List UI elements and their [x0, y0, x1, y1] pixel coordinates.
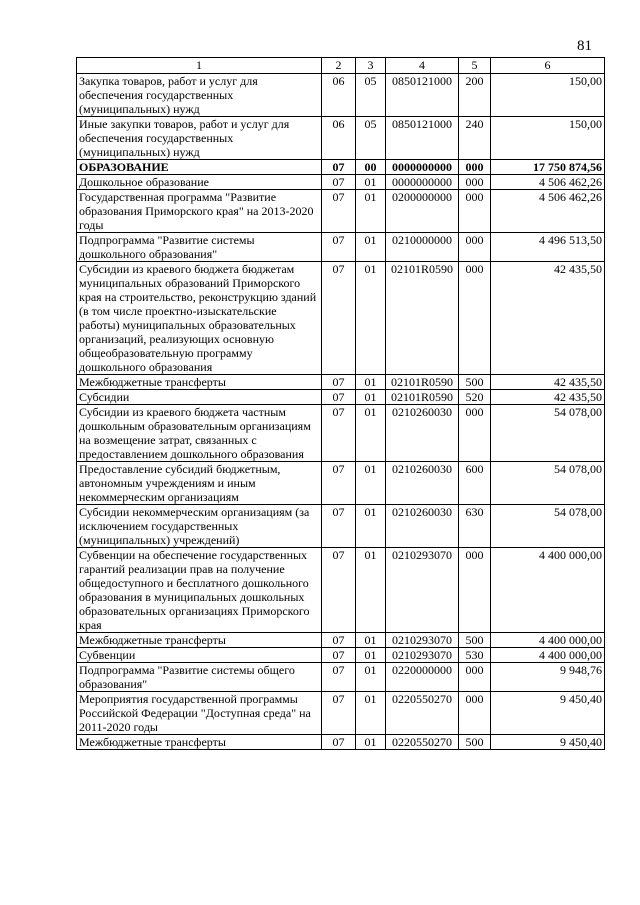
row-amount: 54 078,00 — [491, 462, 605, 505]
row-expense-type: 000 — [459, 233, 491, 262]
header-col-5: 5 — [459, 58, 491, 74]
row-section: 07 — [322, 405, 356, 462]
table-header-row — [77, 58, 605, 74]
table-row — [77, 633, 605, 648]
row-name: Субвенции — [77, 648, 322, 663]
row-amount: 150,00 — [491, 74, 605, 117]
row-amount: 9 450,40 — [491, 692, 605, 735]
row-section: 07 — [322, 663, 356, 692]
row-expense-type: 600 — [459, 462, 491, 505]
table-row — [77, 175, 605, 190]
row-expense-type: 000 — [459, 262, 491, 375]
row-name: Субсидии из краевого бюджета бюджетам муниципальных образований Приморского края на строительство, реконструкцию зданий (в том числе проектно-изыскательские работы) муниципальных образовательных организаций, реализующих основную общеобразовательную программу дошкольного образования — [77, 262, 322, 375]
row-name: Предоставление субсидий бюджетным, автономным учреждениям и иным некоммерческим организациям — [77, 462, 322, 505]
row-amount: 4 400 000,00 — [491, 633, 605, 648]
row-name: Дошкольное образование — [77, 175, 322, 190]
row-section: 06 — [322, 117, 356, 160]
row-name: Подпрограмма "Развитие системы дошкольного образования" — [77, 233, 322, 262]
row-section: 07 — [322, 735, 356, 750]
row-subsection: 01 — [356, 633, 386, 648]
table-row — [77, 233, 605, 262]
row-subsection: 01 — [356, 390, 386, 405]
row-target-code: 02101R0590 — [386, 390, 459, 405]
row-name: Государственная программа "Развитие образования Приморского края" на 2013-2020 годы — [77, 190, 322, 233]
row-amount: 54 078,00 — [491, 505, 605, 548]
row-target-code: 0220000000 — [386, 663, 459, 692]
row-section: 07 — [322, 262, 356, 375]
row-subsection: 05 — [356, 74, 386, 117]
row-target-code: 0200000000 — [386, 190, 459, 233]
row-expense-type: 500 — [459, 735, 491, 750]
row-target-code: 0210260030 — [386, 505, 459, 548]
row-expense-type: 000 — [459, 405, 491, 462]
table-row — [77, 405, 605, 462]
row-target-code: 0220550270 — [386, 692, 459, 735]
table-row — [77, 648, 605, 663]
row-subsection: 01 — [356, 548, 386, 633]
row-amount: 150,00 — [491, 117, 605, 160]
row-section: 07 — [322, 233, 356, 262]
row-subsection: 01 — [356, 462, 386, 505]
header-col-4: 4 — [386, 58, 459, 74]
row-subsection: 01 — [356, 735, 386, 750]
row-expense-type: 000 — [459, 663, 491, 692]
row-name: Иные закупки товаров, работ и услуг для обеспечения государственных (муниципальных) нужд — [77, 117, 322, 160]
row-expense-type: 000 — [459, 175, 491, 190]
table-row — [77, 190, 605, 233]
row-name: Межбюджетные трансферты — [77, 735, 322, 750]
row-subsection: 00 — [356, 160, 386, 175]
row-target-code: 0000000000 — [386, 160, 459, 175]
row-target-code: 0210000000 — [386, 233, 459, 262]
table-row-section-total — [77, 160, 605, 175]
row-amount: 4 506 462,26 — [491, 190, 605, 233]
row-name: Субсидии — [77, 390, 322, 405]
row-name: Закупка товаров, работ и услуг для обеспечения государственных (муниципальных) нужд — [77, 74, 322, 117]
row-target-code: 02101R0590 — [386, 262, 459, 375]
row-expense-type: 200 — [459, 74, 491, 117]
row-name: Субсидии из краевого бюджета частным дошкольным образовательным организациям на возмещение затрат, связанных с предоставлением дошкольного образования — [77, 405, 322, 462]
row-subsection: 01 — [356, 190, 386, 233]
header-col-1: 1 — [77, 58, 322, 74]
row-expense-type: 000 — [459, 160, 491, 175]
table-row — [77, 462, 605, 505]
row-name: ОБРАЗОВАНИЕ — [77, 160, 322, 175]
table-row — [77, 548, 605, 633]
table-row — [77, 663, 605, 692]
row-section: 07 — [322, 190, 356, 233]
row-subsection: 05 — [356, 117, 386, 160]
row-expense-type: 240 — [459, 117, 491, 160]
row-subsection: 01 — [356, 233, 386, 262]
row-subsection: 01 — [356, 405, 386, 462]
row-amount: 9 948,76 — [491, 663, 605, 692]
row-section: 07 — [322, 175, 356, 190]
row-subsection: 01 — [356, 648, 386, 663]
row-section: 07 — [322, 548, 356, 633]
row-amount: 54 078,00 — [491, 405, 605, 462]
row-target-code: 0220550270 — [386, 735, 459, 750]
row-name: Субвенции на обеспечение государственных гарантий реализации прав на получение общедоступного и бесплатного дошкольного образования в муниципальных дошкольных образовательных организациях Приморского края — [77, 548, 322, 633]
row-amount: 4 400 000,00 — [491, 648, 605, 663]
row-target-code: 0210260030 — [386, 462, 459, 505]
table-row — [77, 390, 605, 405]
row-name: Межбюджетные трансферты — [77, 633, 322, 648]
row-expense-type: 520 — [459, 390, 491, 405]
row-target-code: 02101R0590 — [386, 375, 459, 390]
row-expense-type: 000 — [459, 548, 491, 633]
row-subsection: 01 — [356, 505, 386, 548]
row-section: 07 — [322, 160, 356, 175]
table-row — [77, 505, 605, 548]
row-amount: 42 435,50 — [491, 390, 605, 405]
row-target-code: 0210293070 — [386, 633, 459, 648]
row-section: 07 — [322, 692, 356, 735]
table-row — [77, 262, 605, 375]
row-expense-type: 500 — [459, 633, 491, 648]
row-section: 07 — [322, 648, 356, 663]
row-section: 06 — [322, 74, 356, 117]
row-target-code: 0000000000 — [386, 175, 459, 190]
row-expense-type: 630 — [459, 505, 491, 548]
row-subsection: 01 — [356, 262, 386, 375]
row-subsection: 01 — [356, 175, 386, 190]
row-target-code: 0210293070 — [386, 548, 459, 633]
row-subsection: 01 — [356, 375, 386, 390]
row-target-code: 0210293070 — [386, 648, 459, 663]
header-col-6: 6 — [491, 58, 605, 74]
row-section: 07 — [322, 390, 356, 405]
row-amount: 4 400 000,00 — [491, 548, 605, 633]
row-amount: 42 435,50 — [491, 262, 605, 375]
row-amount: 4 506 462,26 — [491, 175, 605, 190]
table-row — [77, 692, 605, 735]
row-expense-type: 530 — [459, 648, 491, 663]
header-col-3: 3 — [356, 58, 386, 74]
row-section: 07 — [322, 633, 356, 648]
table-row — [77, 117, 605, 160]
table-row — [77, 74, 605, 117]
row-amount: 17 750 874,56 — [491, 160, 605, 175]
row-amount: 42 435,50 — [491, 375, 605, 390]
row-name: Межбюджетные трансферты — [77, 375, 322, 390]
row-expense-type: 000 — [459, 190, 491, 233]
row-expense-type: 000 — [459, 692, 491, 735]
row-section: 07 — [322, 375, 356, 390]
row-name: Субсидии некоммерческим организациям (за исключением государственных (муниципальных) учреждений) — [77, 505, 322, 548]
page-number: 81 — [577, 38, 592, 54]
row-name: Подпрограмма "Развитие системы общего образования" — [77, 663, 322, 692]
row-section: 07 — [322, 505, 356, 548]
table-row — [77, 735, 605, 750]
row-amount: 9 450,40 — [491, 735, 605, 750]
row-target-code: 0210260030 — [386, 405, 459, 462]
row-section: 07 — [322, 462, 356, 505]
row-target-code: 0850121000 — [386, 117, 459, 160]
row-name: Мероприятия государственной программы Российской Федерации "Доступная среда" на 2011-2020 годы — [77, 692, 322, 735]
table-row — [77, 375, 605, 390]
row-expense-type: 500 — [459, 375, 491, 390]
row-subsection: 01 — [356, 663, 386, 692]
budget-table — [76, 57, 605, 750]
header-col-2: 2 — [322, 58, 356, 74]
row-subsection: 01 — [356, 692, 386, 735]
row-amount: 4 496 513,50 — [491, 233, 605, 262]
row-target-code: 0850121000 — [386, 74, 459, 117]
